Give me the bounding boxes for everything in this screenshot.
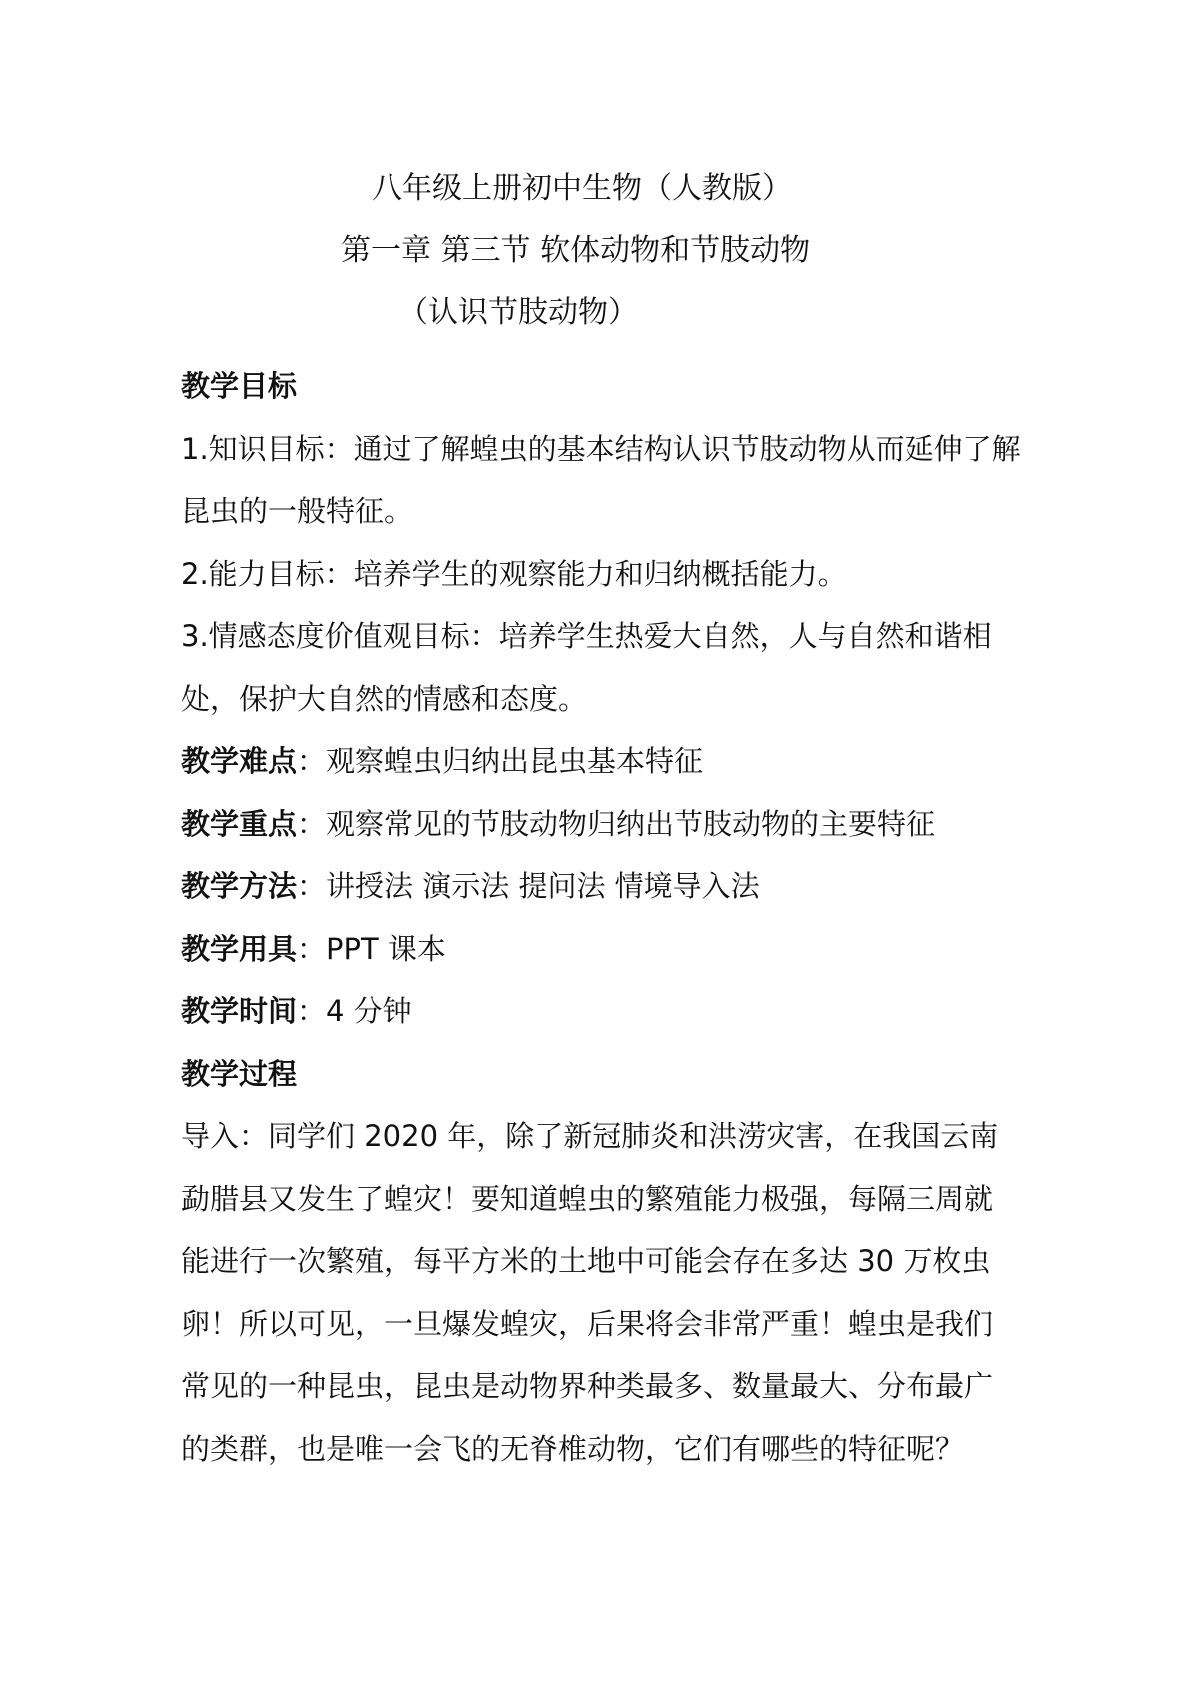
time-value: ：4 分钟 [297,994,412,1028]
knowledge-objective: 1.知识目标：通过了解蝗虫的基本结构认识节肢动物从而延伸了解昆虫的一般特征。 [181,431,1021,528]
difficulty-label: 教学难点 [181,744,298,778]
keypoint-value: ：观察常见的节肢动物归纳出节肢动物的主要特征 [297,806,936,841]
time-label: 教学时间 [181,994,298,1028]
difficulty-value: ：观察蝗虫归纳出昆虫基本特征 [297,744,704,778]
ability-objective: 2.能力目标：培养学生的观察能力和归纳概括能力。 [181,556,847,591]
objectives-heading: 教学目标 [181,369,298,403]
title-line-chapter: 第一章 第三节 软体动物和节肢动物 [341,233,811,268]
tools-row [181,918,1021,981]
method-row [181,855,1021,918]
keypoint-label: 教学重点 [181,806,298,841]
document-body [181,355,1021,1480]
keypoint-row [181,793,1021,856]
method-value: ：讲授法 演示法 提问法 情境导入法 [297,869,760,903]
method-label: 教学方法 [181,869,298,903]
emotion-objective: 3.情感态度价值观目标：培养学生热爱大自然，人与自然和谐相处，保护大自然的情感和态度。 [181,619,992,716]
process-intro-paragraph: 导入：同学们 2020 年，除了新冠肺炎和洪涝灾害，在我国云南勐腊县又发生了蝗灾！要知道蝗虫的繁殖能力极强，每隔三周就能进行一次繁殖，每平方米的土地中可能会存在多达 30 万枚虫卵！所以可见，一旦爆发蝗灾，后果将会非常严重！蝗虫是我们常见的一种昆虫，昆虫是动物界种类最多、数量最大、分布最广的类群，也是唯一会飞的无脊椎动物，它们有哪些的特征呢？ [181,1119,999,1466]
process-heading: 教学过程 [181,1056,298,1091]
tools-label: 教学用具 [181,931,298,966]
title-line-topic: （认识节肢动物） [398,295,638,330]
tools-value: ：PPT 课本 [297,931,446,966]
title-line-grade: 八年级上册初中生物（人教版） [372,171,792,206]
difficulty-row [181,730,1021,793]
time-row [181,980,1021,1043]
